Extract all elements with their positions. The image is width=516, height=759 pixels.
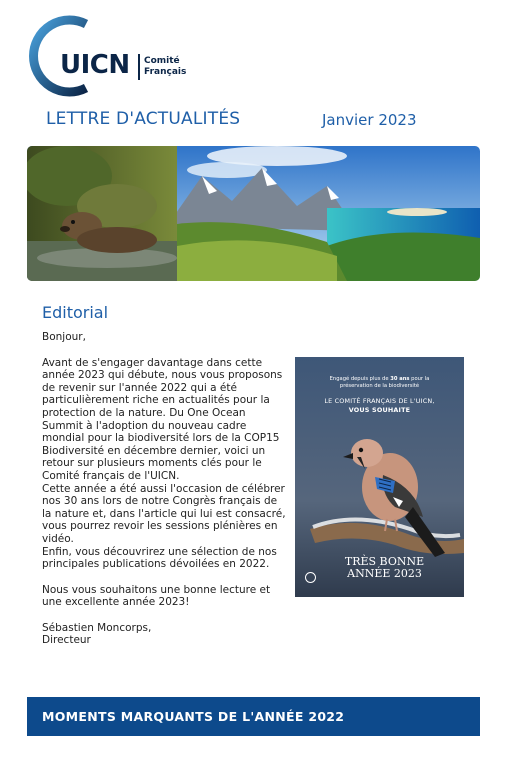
landscape-collage-illustration — [27, 146, 480, 281]
editorial-heading: Editorial — [42, 303, 109, 322]
logo-sub-line1: Comité — [144, 56, 180, 66]
section-title: MOMENTS MARQUANTS DE L'ANNÉE 2022 — [42, 709, 345, 724]
logo-sub-line2: Français — [144, 67, 187, 77]
editorial-greeting: Bonjour, — [42, 331, 86, 343]
editorial-paragraph-1: Avant de s'engager davantage dans cette année 2023 qui débute, nous vous proposons de revenir sur l'année 2022 qui a été particulièrement riche en actualités pour la protection de la nature. Du One Ocean Summit à l'adoption du nouveau cadre mondial pour la biodiversité lors de la COP15 Biodiversité en décembre dernier, voici un retour sur plusieurs moments clés pour le Comité français de l'UICN. — [42, 356, 283, 482]
logo-wordmark: UICN — [60, 50, 130, 80]
signature-name: Sébastien Moncorps, — [42, 621, 152, 634]
card-wish-line2: ANNÉE 2023 — [347, 567, 422, 580]
signature-role: Directeur — [42, 634, 91, 647]
card-logo-icon — [305, 572, 316, 583]
card-wish-line1: TRÈS BONNE — [344, 555, 425, 568]
section-header-band[interactable] — [27, 697, 480, 736]
header-banner-image — [27, 146, 480, 281]
newsletter-title: LETTRE D'ACTUALITÉS — [46, 109, 241, 129]
card-tagline — [295, 376, 464, 390]
greeting-card-image[interactable] — [295, 357, 464, 597]
card-tagline-post: pour la préservation de la biodiversité — [339, 376, 430, 389]
card-line2: VOUS SOUHAITE — [348, 406, 411, 414]
logo-subtitle — [144, 56, 186, 78]
card-tagline-pre: Engagé depuis plus de — [329, 376, 391, 382]
editorial-paragraph-2: Cette année a été aussi l'occasion de célébrer nos 30 ans lors de notre Congrès français de la nature et, dans l'article qui lui est consacré, vous pourrez revoir les sessions plénières en vidéo. — [42, 482, 286, 545]
card-wish — [295, 556, 464, 580]
card-line1: LE COMITÉ FRANÇAIS DE L'UICN, — [324, 397, 435, 405]
card-tagline-bold: 30 ans — [390, 376, 410, 382]
uicn-logo[interactable] — [24, 14, 187, 98]
otter-body — [77, 227, 157, 253]
newsletter-date: Janvier 2023 — [322, 111, 417, 129]
editorial-closing: Nous vous souhaitons une bonne lecture et une excellente année 2023! — [42, 583, 271, 609]
editorial-body — [42, 331, 287, 647]
logo-divider — [138, 54, 140, 80]
editorial-paragraph-3: Enfin, vous découvrirez une sélection de nos principales publications dévoilées en 2022. — [42, 545, 277, 571]
